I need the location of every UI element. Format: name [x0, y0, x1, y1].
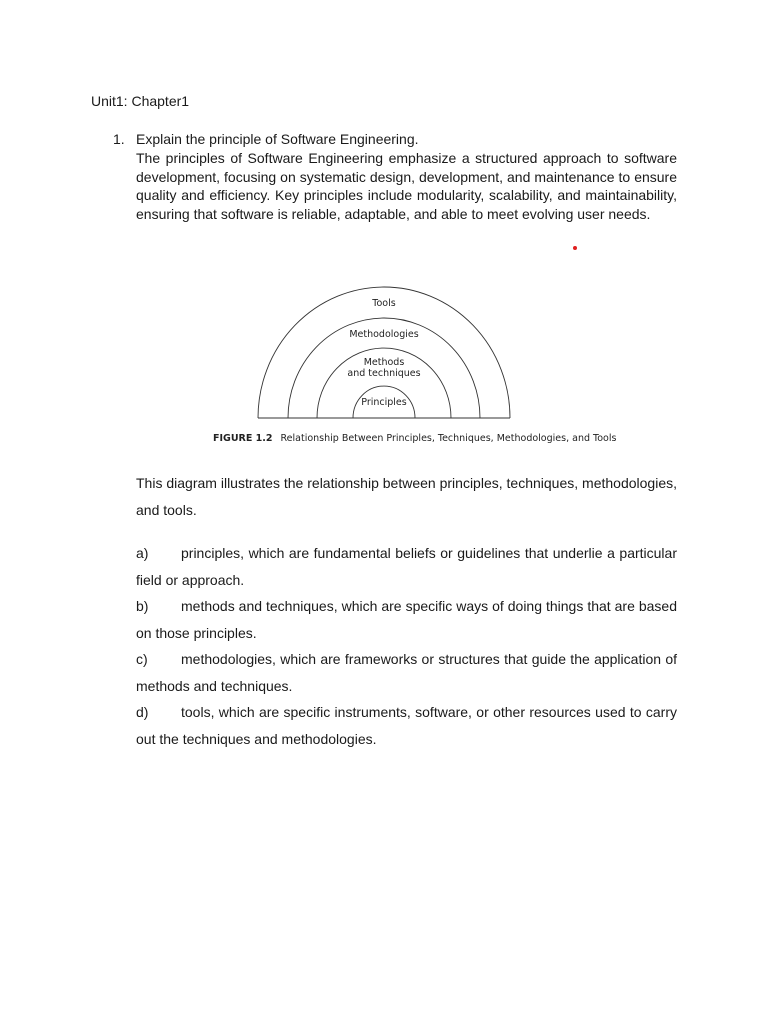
figure-caption-text: Relationship Between Principles, Techniques, Methodologies, and Tools — [280, 433, 617, 444]
list-item-text: principles, which are fundamental beliefs or guidelines that underlie a particular field or approach. — [136, 545, 677, 588]
layers-diagram — [200, 280, 620, 455]
principles-label: Principles — [361, 397, 407, 408]
question-number: 1. — [113, 131, 125, 147]
list-item-marker: c) — [136, 651, 148, 667]
figure-caption — [213, 432, 616, 446]
list-item — [136, 699, 677, 752]
methods-label-line1: Methods — [363, 357, 405, 368]
question-text: Explain the principle of Software Engineering. — [136, 131, 419, 147]
list-item-marker: b) — [136, 598, 149, 614]
list-item — [136, 593, 677, 646]
answer-paragraph: The principles of Software Engineering emphasize a structured approach to software development, focusing on systematic design, development, and maintenance to ensure quality and efficiency. Key principles include modularity, scalability, and maintainability, ensuring that software is reliable, adaptable, and able to meet evolving user needs. — [136, 150, 677, 222]
intro-paragraph: This diagram illustrates the relationship between principles, techniques, methodologies, and tools. — [136, 475, 677, 518]
list-item-text: methodologies, which are frameworks or structures that guide the application of methods and techniques. — [136, 651, 677, 694]
figure-caption-label: FIGURE 1.2 — [213, 433, 273, 444]
tools-label: Tools — [372, 298, 396, 309]
list-item — [136, 646, 677, 699]
list-item-marker: d) — [136, 704, 149, 720]
page-heading: Unit1: Chapter1 — [91, 93, 190, 109]
list-item-text: methods and techniques, which are specific ways of doing things that are based on those principles. — [136, 598, 677, 641]
definitions-list — [136, 540, 677, 752]
methodologies-label: Methodologies — [349, 329, 419, 340]
list-item — [136, 540, 677, 593]
list-item-marker: a) — [136, 545, 149, 561]
methods-label-line2: and techniques — [347, 368, 421, 379]
red-dot-mark — [573, 246, 577, 250]
list-item-text: tools, which are specific instruments, software, or other resources used to carry out the techniques and methodologies. — [136, 704, 677, 747]
